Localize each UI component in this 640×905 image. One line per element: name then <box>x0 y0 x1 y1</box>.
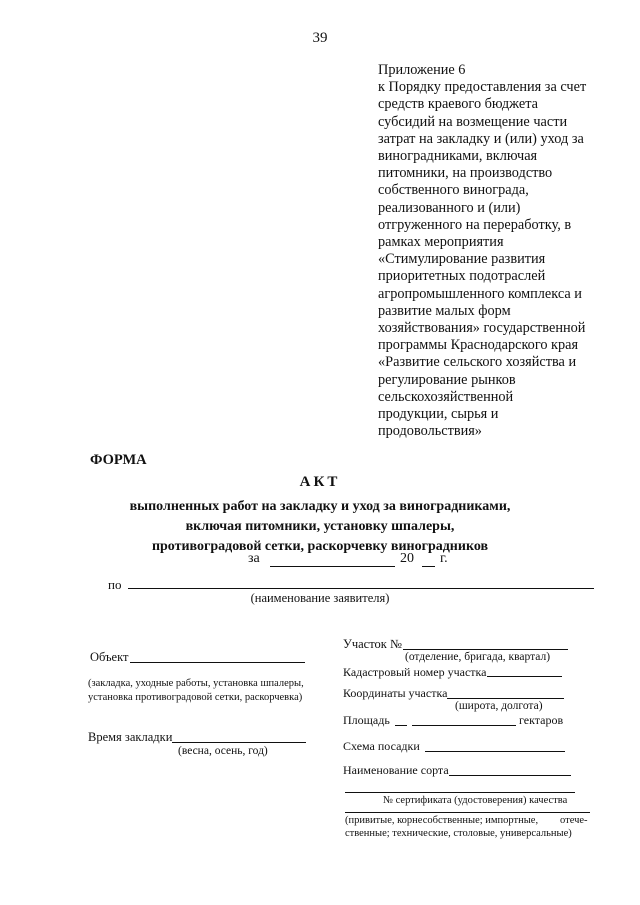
plot-hint: (отделение, бригада, квартал) <box>405 651 551 663</box>
area-field[interactable] <box>412 725 516 726</box>
subtitle-line: выполненных работ на закладку и уход за виноградниками, <box>129 499 511 514</box>
appendix-block <box>378 62 618 440</box>
applicant-prefix: по <box>108 577 122 592</box>
area-unit: гектаров <box>519 713 564 727</box>
document-title: АКТ <box>299 474 341 490</box>
coords-hint: (широта, долгота) <box>455 700 543 712</box>
planting-time-label: Время закладки <box>88 730 173 744</box>
appendix-line: хозяйствования» государственной <box>378 320 586 337</box>
appendix-line: Приложение 6 <box>378 62 466 78</box>
appendix-line: средств краевого бюджета <box>378 96 538 113</box>
planting-time-field[interactable] <box>172 742 306 743</box>
appendix-line: затрат на закладку и (или) уход за <box>378 130 584 147</box>
scheme-field[interactable] <box>425 751 565 752</box>
variety-label: Наименование сорта <box>343 763 449 777</box>
document-subtitle <box>0 497 640 557</box>
appendix-line: реализованного и (или) <box>378 199 521 216</box>
coords-label: Координаты участка <box>343 686 448 700</box>
certificate-caption: № сертификата (удостоверения) качества <box>383 795 568 806</box>
appendix-line: развитие малых форм <box>378 302 511 319</box>
subtitle-line: включая питомники, установку шпалеры, <box>185 519 455 534</box>
appendix-line: регулирование рынков <box>378 371 516 388</box>
appendix-line: к Порядку предоставления за счет <box>378 79 587 96</box>
applicant-caption: (наименование заявителя) <box>250 591 390 605</box>
appendix-line: программы Краснодарского края <box>378 337 579 354</box>
appendix-line: продукции, сырья и <box>378 406 499 423</box>
area-prefix-field[interactable] <box>395 725 407 726</box>
appendix-line: отгруженного на переработку, в <box>378 216 572 233</box>
appendix-line: собственного винограда, <box>378 182 529 199</box>
variety-field[interactable] <box>449 775 571 776</box>
grafted-hint-line1-end: отече- <box>560 815 588 826</box>
object-hint-line: установка противоградовой сетки, раскорчевка) <box>88 692 303 703</box>
cadastral-field[interactable] <box>487 676 562 677</box>
year-field[interactable] <box>422 566 435 567</box>
planting-time-hint: (весна, осень, год) <box>178 745 268 757</box>
object-label: Объект <box>90 650 129 664</box>
appendix-line: продовольствия» <box>378 423 482 440</box>
object-field[interactable] <box>130 662 305 663</box>
applicant-field[interactable] <box>128 588 594 589</box>
appendix-line: субсидий на возмещение части <box>378 113 568 130</box>
appendix-line: агропромышленного комплекса и <box>378 285 582 302</box>
scheme-label: Схема посадки <box>343 739 420 753</box>
form-label: ФОРМА <box>90 452 147 468</box>
plot-label: Участок № <box>343 637 402 651</box>
object-hint <box>88 677 304 705</box>
area-label: Площадь <box>343 713 390 727</box>
appendix-line: питомники, на производство <box>378 165 553 182</box>
grafted-field[interactable] <box>345 812 590 813</box>
grafted-hint-line2: ственные; технические, столовые, универсальные) <box>345 828 572 839</box>
date-field[interactable] <box>270 566 395 567</box>
grafted-hint-line1: (привитые, корнесобственные; импортные, <box>345 815 539 826</box>
coords-field[interactable] <box>447 698 564 699</box>
cadastral-label: Кадастровый номер участка <box>343 665 487 679</box>
appendix-line: «Развитие сельского хозяйства и <box>378 354 577 371</box>
appendix-line: виноградниками, включая <box>378 148 538 165</box>
date-prefix: за <box>248 551 260 566</box>
date-year: 20 <box>400 551 414 566</box>
appendix-line: «Стимулирование развития <box>378 251 546 268</box>
appendix-line: сельскохозяйственной <box>378 388 514 405</box>
object-hint-line: (закладка, уходные работы, установка шпалеры, <box>88 678 304 689</box>
plot-field[interactable] <box>403 649 568 650</box>
certificate-field[interactable] <box>345 792 575 793</box>
appendix-line: рамках мероприятия <box>378 234 504 251</box>
subtitle-line: противоградовой сетки, раскорчевку виноградников <box>151 539 489 554</box>
page-number: 39 <box>312 30 328 46</box>
date-suffix: г. <box>440 551 448 566</box>
appendix-line: приоритетных подотраслей <box>378 268 546 285</box>
